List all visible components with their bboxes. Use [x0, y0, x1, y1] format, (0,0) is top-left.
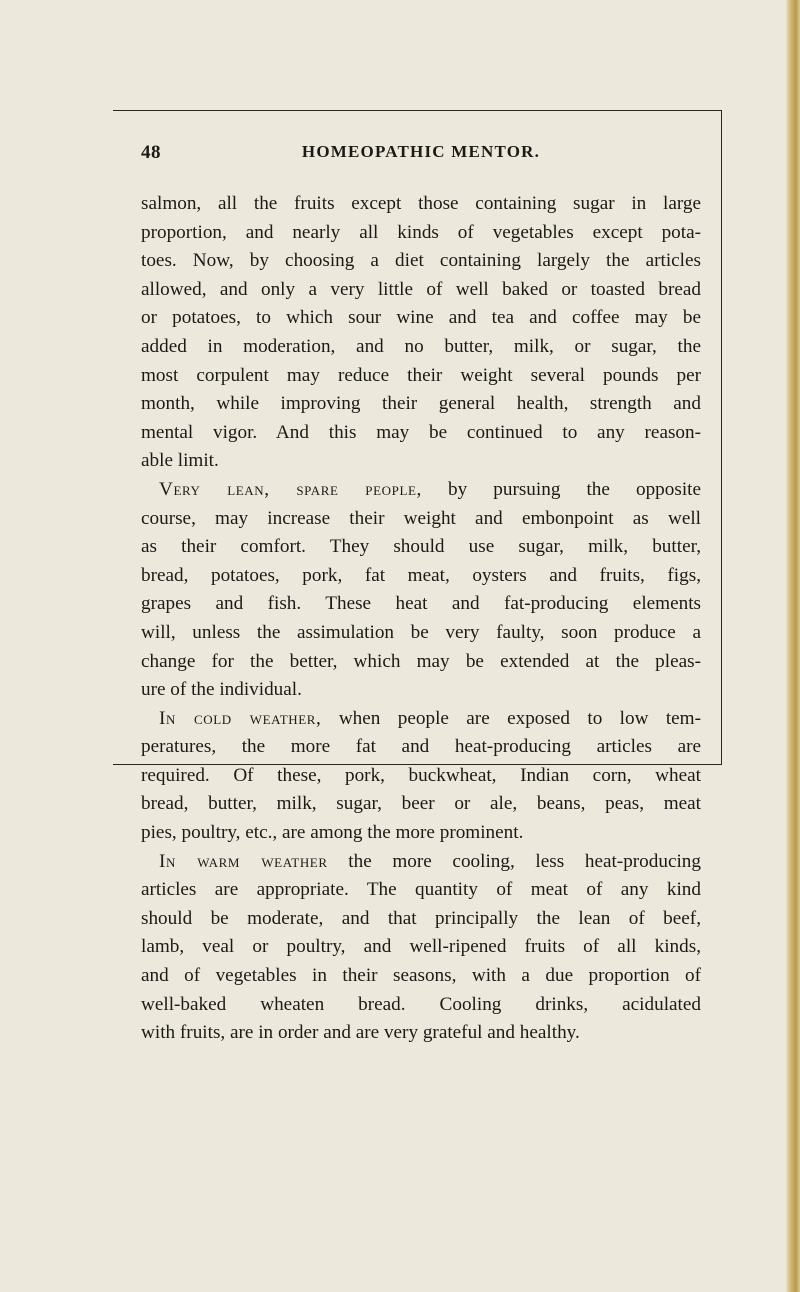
text-run: the more cooling, less heat-producing	[327, 850, 701, 872]
page-header	[141, 142, 701, 172]
text-line: required. Of these, pork, buckwheat, Indian corn, wheat	[141, 764, 701, 786]
text-line: or potatoes, to which sour wine and tea and coffee may be	[141, 307, 701, 329]
run-in-heading: In cold weather,	[159, 707, 322, 729]
text-line: bread, butter, milk, sugar, beer or ale, beans, peas, meat	[141, 793, 701, 815]
text-line: most corpulent may reduce their weight several pounds per	[141, 364, 701, 386]
run-in-heading: In warm weather	[159, 850, 328, 872]
text-line: peratures, the more fat and heat-producing articles are	[141, 736, 701, 758]
text-line: allowed, and only a very little of well baked or toasted bread	[141, 278, 701, 300]
text-line: mental vigor. And this may be continued to any reason-	[141, 421, 701, 443]
text-line: course, may increase their weight and embonpoint as well	[141, 507, 701, 529]
text-line: well-baked wheaten bread. Cooling drinks, acidulated	[141, 993, 701, 1015]
body-text	[141, 190, 701, 1048]
text-line: pies, poultry, etc., are among the more prominent.	[141, 822, 524, 844]
text-line: with fruits, are in order and are very grateful and healthy.	[141, 1022, 580, 1044]
paragraph-first-line	[141, 705, 701, 734]
text-line: bread, potatoes, pork, fat meat, oysters and fruits, figs,	[141, 564, 701, 586]
paragraph-first-line	[141, 848, 701, 877]
text-line: should be moderate, and that principally the lean of beef,	[141, 907, 701, 929]
text-line: lamb, veal or poultry, and well-ripened fruits of all kinds,	[141, 936, 701, 958]
text-line: and of vegetables in their seasons, with a due proportion of	[141, 965, 701, 987]
text-run: by pursuing the opposite	[421, 478, 702, 500]
page-number: 48	[141, 142, 161, 163]
run-in-heading: Very lean, spare people,	[159, 478, 422, 500]
text-line: grapes and fish. These heat and fat-producing elements	[141, 593, 701, 615]
text-line: able limit.	[141, 450, 219, 472]
text-line: articles are appropriate. The quantity of meat of any kind	[141, 879, 701, 901]
text-run: when people are exposed to low tem-	[321, 707, 701, 729]
text-line: change for the better, which may be extended at the pleas-	[141, 650, 701, 672]
text-line: ure of the individual.	[141, 679, 302, 701]
text-line: month, while improving their general health, strength and	[141, 393, 701, 415]
text-line: salmon, all the fruits except those containing sugar in large	[141, 193, 701, 214]
text-line: will, unless the assimulation be very faulty, soon produce a	[141, 621, 701, 643]
text-line: as their comfort. They should use sugar, milk, butter,	[141, 536, 701, 558]
text-line: proportion, and nearly all kinds of vegetables except pota-	[141, 221, 701, 243]
text-line: toes. Now, by choosing a diet containing largely the articles	[141, 250, 701, 272]
paragraph-first-line	[141, 476, 701, 505]
text-line: added in moderation, and no butter, milk, or sugar, the	[141, 335, 701, 357]
running-title: HOMEOPATHIC MENTOR.	[301, 142, 541, 161]
page-edge	[786, 0, 800, 1292]
